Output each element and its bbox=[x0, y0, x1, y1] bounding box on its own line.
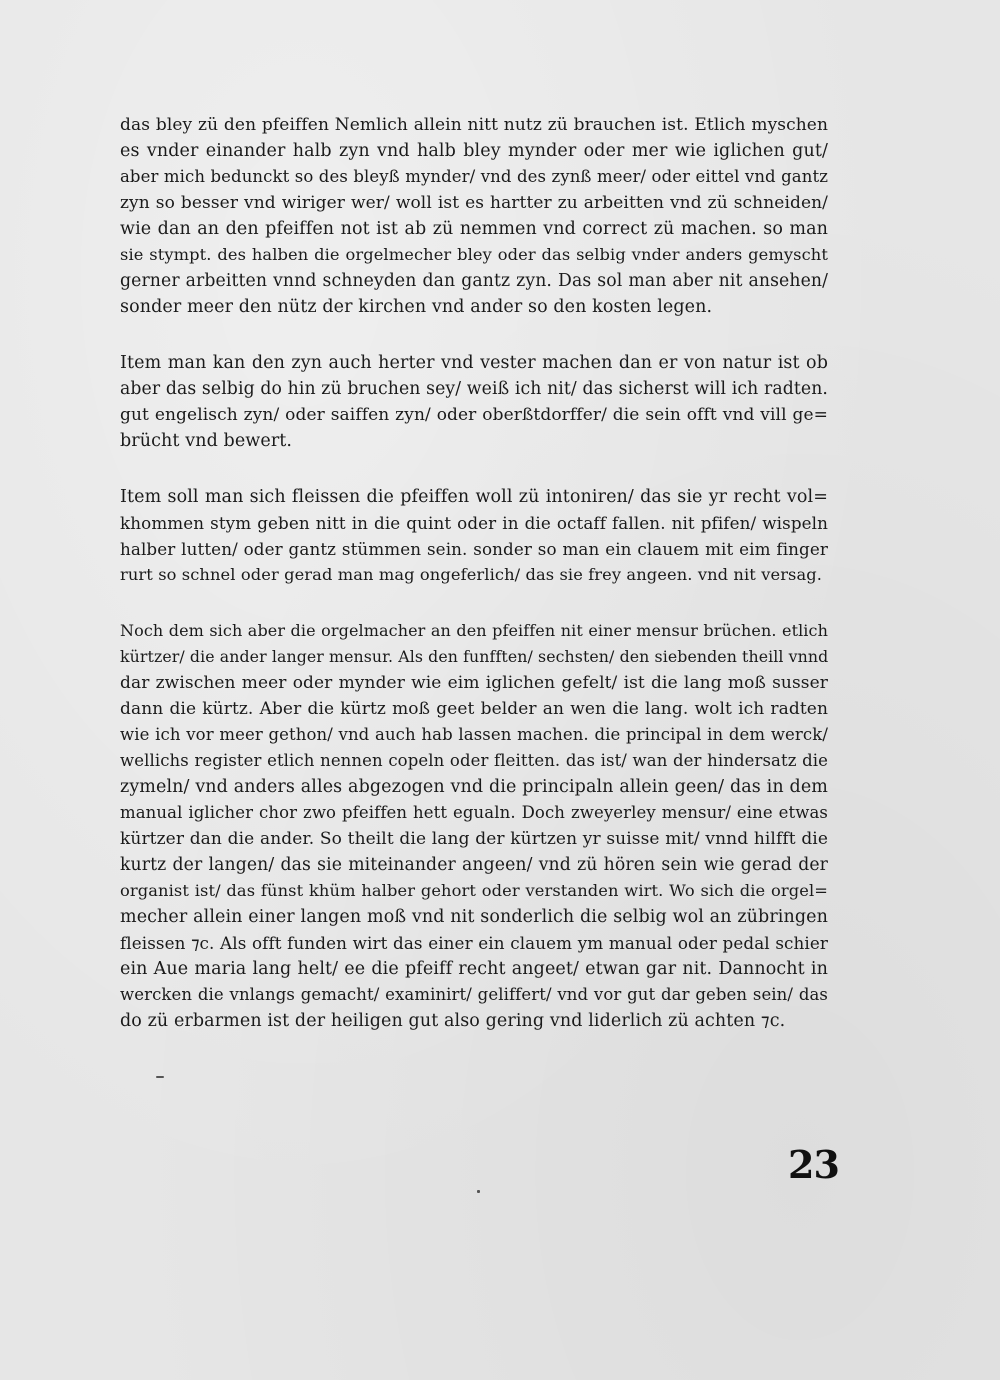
text-line: kürtzer/ die ander langer mensur. Als den funfften/ sechsten/ den siebenden theill vnnd bbox=[120, 647, 829, 666]
text-line: wie dan an den pfeiffen not ist ab zü nemmen vnd correct zü machen. so man bbox=[120, 219, 828, 239]
text-line: organist ist/ das fünst khüm halber gehort oder verstanden wirt. Wo sich die orgel= bbox=[120, 881, 828, 900]
text-line: sie stympt. des halben die orgelmecher bley oder das selbig vnder anders gemyscht bbox=[120, 245, 828, 264]
text-line: Item man kan den zyn auch herter vnd vester machen dan er von natur ist ob bbox=[120, 353, 828, 373]
text-line: mecher allein einer langen moß vnd nit sonderlich die selbig wol an zübringen bbox=[120, 907, 828, 927]
text-line: wercken die vnlangs gemacht/ examinirt/ geliffert/ vnd vor gut dar geben sein/ das bbox=[120, 985, 828, 1004]
text-line: rurt so schnel oder gerad man mag ongeferlich/ das sie frey angeen. vnd nit versag. bbox=[120, 565, 823, 584]
text-line: ein Aue maria lang helt/ ee die pfeiff recht angeet/ etwan gar nit. Dannocht in bbox=[120, 959, 828, 979]
text-line: khommen stym geben nitt in die quint oder in die octaff fallen. nit pfifen/ wispeln bbox=[120, 513, 828, 533]
paragraph-mensur bbox=[120, 618, 828, 1034]
text-line: das bley zü den pfeiffen Nemlich allein nitt nutz zü brauchen ist. Etlich myschen bbox=[120, 115, 828, 135]
text-line: gut engelisch zyn/ oder saiffen zyn/ oder oberßtdorffer/ die sein offt vnd vill ge= bbox=[120, 405, 828, 425]
text-line: do zü erbarmen ist der heiligen gut also gering vnd liderlich zü achten ⁊c. bbox=[120, 1011, 786, 1031]
text-line: fleissen ⁊c. Als offt funden wirt das einer ein clauem ym manual oder pedal schier bbox=[120, 933, 828, 953]
text-line: kürtzer dan die ander. So theilt die lang der kürtzen yr suisse mit/ vnnd hilfft die bbox=[120, 829, 828, 849]
paragraph-voicing bbox=[120, 484, 828, 588]
print-mark bbox=[156, 1076, 164, 1078]
text-line: Item soll man sich fleissen die pfeiffen woll zü intoniren/ das sie yr recht vol= bbox=[120, 487, 828, 507]
text-line: dar zwischen meer oder mynder wie eim iglichen gefelt/ ist die lang moß susser bbox=[120, 673, 828, 693]
text-line: wie ich vor meer gethon/ vnd auch hab lassen machen. die principal in dem werck/ bbox=[120, 725, 828, 744]
text-line: zymeln/ vnd anders alles abgezogen vnd die principaln allein geen/ das in dem bbox=[120, 777, 828, 797]
paragraph-hardening-tin bbox=[120, 350, 828, 454]
text-line: Noch dem sich aber die orgelmacher an den pfeiffen nit einer mensur brüchen. etlich bbox=[120, 621, 828, 640]
text-line: halber lutten/ oder gantz stümmen sein. sonder so man ein clauem mit eim finger bbox=[120, 539, 828, 559]
text-line: zyn so besser vnd wiriger wer/ woll ist es hartter zu arbeitten vnd zü schneiden/ bbox=[120, 193, 828, 213]
paragraph-lead-vs-tin bbox=[120, 112, 828, 320]
print-mark bbox=[477, 1190, 480, 1193]
page-number: 23 bbox=[788, 1142, 839, 1187]
text-line: brücht vnd bewert. bbox=[120, 431, 293, 451]
text-line: manual iglicher chor zwo pfeiffen hett egualn. Doch zweyerley mensur/ eine etwas bbox=[120, 803, 828, 822]
body-text bbox=[120, 112, 828, 1064]
text-line: aber mich bedunckt so des bleyß mynder/ vnd des zynß meer/ oder eittel vnd gantz bbox=[120, 167, 828, 186]
text-line: kurtz der langen/ das sie miteinander angeen/ vnd zü hören sein wie gerad der bbox=[120, 855, 828, 875]
text-line: wellichs register etlich nennen copeln oder fleitten. das ist/ wan der hindersatz die bbox=[120, 751, 828, 770]
text-line: dann die kürtz. Aber die kürtz moß geet belder an wen die lang. wolt ich radten bbox=[120, 699, 828, 719]
text-line: sonder meer den nütz der kirchen vnd ander so den kosten legen. bbox=[120, 297, 713, 317]
text-line: gerner arbeitten vnnd schneyden dan gantz zyn. Das sol man aber nit ansehen/ bbox=[120, 271, 828, 291]
text-line: es vnder einander halb zyn vnd halb bley mynder oder mer wie iglichen gut/ bbox=[120, 141, 828, 161]
text-line: aber das selbig do hin zü bruchen sey/ weiß ich nit/ das sicherst will ich radten. bbox=[120, 379, 828, 399]
